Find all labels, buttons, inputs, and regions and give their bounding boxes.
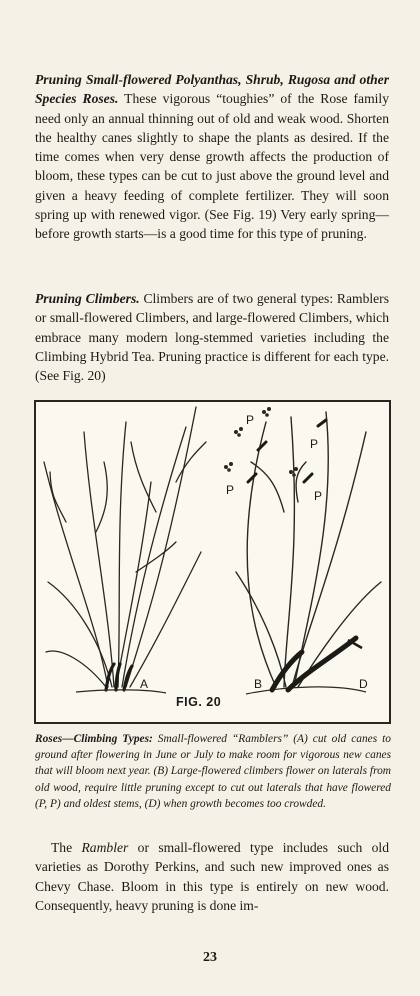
rambler-lateral bbox=[131, 442, 156, 512]
page-number: 23 bbox=[203, 950, 217, 965]
rambler-cane bbox=[122, 427, 186, 687]
climber-lateral bbox=[251, 462, 284, 512]
rambler-cane bbox=[46, 651, 106, 687]
figure-label-p: P bbox=[310, 437, 319, 451]
figure-label-a: A bbox=[140, 677, 149, 691]
climber-cane bbox=[292, 432, 366, 687]
rambler-lateral bbox=[96, 462, 107, 532]
paragraph-body-text: or small-flowered type includes such old varieties as Dorothy Perkins, and such new improved ones as Chevy Chase. Bloom in this type is entirely on new wood. Consequently, heavy pruning is done im- bbox=[35, 840, 389, 913]
figure-label-b: B bbox=[254, 677, 263, 691]
rambler-cane bbox=[48, 582, 112, 687]
paragraph-emphasis: Rambler bbox=[81, 840, 129, 855]
rose-canes-drawing bbox=[36, 402, 389, 722]
cut-mark bbox=[248, 474, 256, 482]
figure-label-d: D bbox=[359, 677, 368, 691]
figure-climbing-roses-illustration bbox=[34, 400, 391, 724]
climber-cane bbox=[294, 412, 328, 687]
figure-label-p: P bbox=[314, 489, 323, 503]
rambler-cane bbox=[126, 407, 196, 687]
climber-cane bbox=[284, 417, 294, 687]
caption-body: Small-flowered “Ramblers” (A) cut old canes to ground after flowering in June or July to make room for vigorous new canes that will bloom next year. (B) Large-flowered climbers flower on laterals from old wood, require little pruning except to cut out laterals that have flowered (P, P) and oldest stems, (D) when growth becomes too crowded. bbox=[35, 733, 391, 810]
paragraph-rambler-type bbox=[35, 838, 389, 915]
figure-caption bbox=[35, 731, 391, 812]
paragraph-pruning-polyanthas bbox=[35, 70, 389, 244]
ground-line bbox=[246, 687, 366, 694]
rambler-lateral bbox=[176, 442, 206, 482]
paragraph-body-text: Climbers are of two general types: Ramblers or small-flowered Climbers, and large-flowered Climbers, which embrace many modern long-stemmed varieties including the Climbing Hybrid Tea. Pruning practice is different for each type. (See Fig. 20) bbox=[35, 291, 389, 384]
climber-cane bbox=[236, 572, 286, 687]
rambler-cane bbox=[116, 482, 151, 687]
figure-label-p: P bbox=[246, 413, 255, 427]
caption-lead: Roses—Climbing Types: bbox=[35, 733, 153, 745]
paragraph-body-text: The bbox=[51, 840, 82, 855]
paragraph-lead-heading: Pruning Small-flowered Polyanthas, Shrub, Rugosa and other Species Roses. bbox=[35, 72, 389, 107]
cut-mark bbox=[318, 420, 326, 426]
rambler-cane bbox=[130, 552, 201, 687]
ground-line bbox=[76, 690, 166, 693]
paragraph-lead-heading: Pruning Climbers. bbox=[35, 291, 140, 306]
paragraph-body-text: These vigorous “toughies” of the Rose family need only an annual thinning out of old and weak wood. Shorten the healthy canes slightly to shape the plants as desired. If the time comes when very dense growth affects the production of bloom, these types can be cut to just above the ground level and given a heavy feeding of complete fertilizer. They will soon spring up with renewed vigor. (See Fig. 19) Very early spring—before growth starts—is a good time for this type of pruning. bbox=[35, 91, 389, 242]
rambler-cane bbox=[118, 422, 126, 687]
cut-mark bbox=[258, 442, 266, 450]
paragraph-pruning-climbers bbox=[35, 289, 389, 385]
figure-label-p: P bbox=[226, 483, 235, 497]
figure-title: FIG. 20 bbox=[176, 695, 222, 709]
cut-mark bbox=[304, 474, 312, 482]
